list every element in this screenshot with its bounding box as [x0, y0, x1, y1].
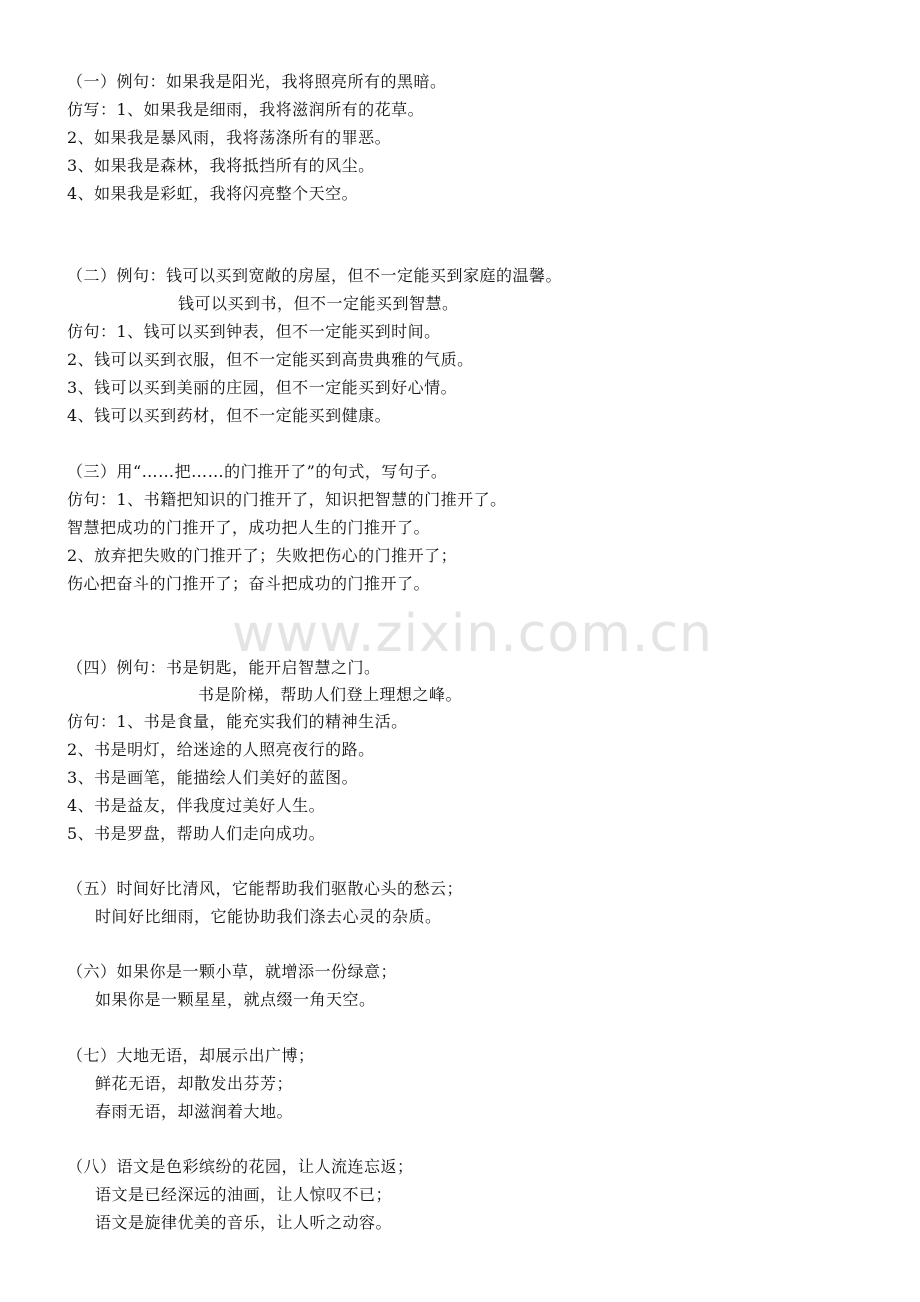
section-2-example-cont: 钱可以买到书，但不一定能买到智慧。 [178, 294, 459, 313]
section-4-line: 仿句：1、书是食量，能充实我们的精神生活。 [67, 712, 408, 731]
section-7-line: 春雨无语，却滋润着大地。 [95, 1102, 294, 1121]
section-3-prompt: （三）用“……把……的门推开了”的句式，写句子。 [67, 462, 448, 481]
section-8-line: （八）语文是色彩缤纷的花园，让人流连忘返； [67, 1157, 414, 1176]
section-4-example: （四）例句：书是钥匙，能开启智慧之门。 [67, 658, 381, 677]
section-3-line: 伤心把奋斗的门推开了；奋斗把成功的门推开了。 [67, 574, 431, 593]
section-5-line: （五）时间好比清风，它能帮助我们驱散心头的愁云； [67, 879, 464, 898]
section-2-line: 仿句：1、钱可以买到钟表，但不一定能买到时间。 [67, 322, 441, 341]
section-3-line: 仿句：1、书籍把知识的门推开了，知识把智慧的门推开了。 [67, 490, 507, 509]
section-1-line: 3、如果我是森林，我将抵挡所有的风尘。 [67, 156, 375, 175]
section-7-line: （七）大地无语，却展示出广博； [67, 1046, 315, 1065]
section-2-line: 3、钱可以买到美丽的庄园，但不一定能买到好心情。 [67, 378, 458, 397]
section-4-line: 2、书是明灯，给迷途的人照亮夜行的路。 [67, 740, 375, 759]
watermark: www.zixin.com.cn [232, 604, 713, 664]
section-1-line: 2、如果我是暴风雨，我将荡涤所有的罪恶。 [67, 128, 392, 147]
section-8-line: 语文是已经深远的油画，让人惊叹不已； [95, 1185, 393, 1204]
section-1-line: 仿写：1、如果我是细雨，我将滋润所有的花草。 [67, 100, 425, 119]
section-7-line: 鲜花无语，却散发出芬芳； [95, 1074, 294, 1093]
section-6-line: 如果你是一颗星星，就点缀一角天空。 [95, 990, 376, 1009]
section-5-line: 时间好比细雨，它能协助我们涤去心灵的杂质。 [95, 907, 442, 926]
section-1-line: 4、如果我是彩虹，我将闪亮整个天空。 [67, 184, 359, 203]
section-2-example: （二）例句：钱可以买到宽敞的房屋，但不一定能买到家庭的温馨。 [67, 266, 563, 285]
section-4-line: 4、书是益友，伴我度过美好人生。 [67, 796, 326, 815]
section-6-line: （六）如果你是一颗小草，就增添一份绿意； [67, 962, 398, 981]
section-4-example-cont: 书是阶梯，帮助人们登上理想之峰。 [198, 685, 463, 704]
section-1-example: （一）例句：如果我是阳光，我将照亮所有的黑暗。 [67, 72, 447, 91]
section-3-line: 2、放弃把失败的门推开了；失败把伤心的门推开了； [67, 546, 458, 565]
section-2-line: 2、钱可以买到衣服，但不一定能买到高贵典雅的气质。 [67, 350, 474, 369]
section-4-line: 3、书是画笔，能描绘人们美好的蓝图。 [67, 768, 359, 787]
section-3-line: 智慧把成功的门推开了，成功把人生的门推开了。 [67, 518, 431, 537]
section-4-line: 5、书是罗盘，帮助人们走向成功。 [67, 824, 326, 843]
section-8-line: 语文是旋律优美的音乐，让人听之动容。 [95, 1213, 393, 1232]
section-2-line: 4、钱可以买到药材，但不一定能买到健康。 [67, 406, 392, 425]
